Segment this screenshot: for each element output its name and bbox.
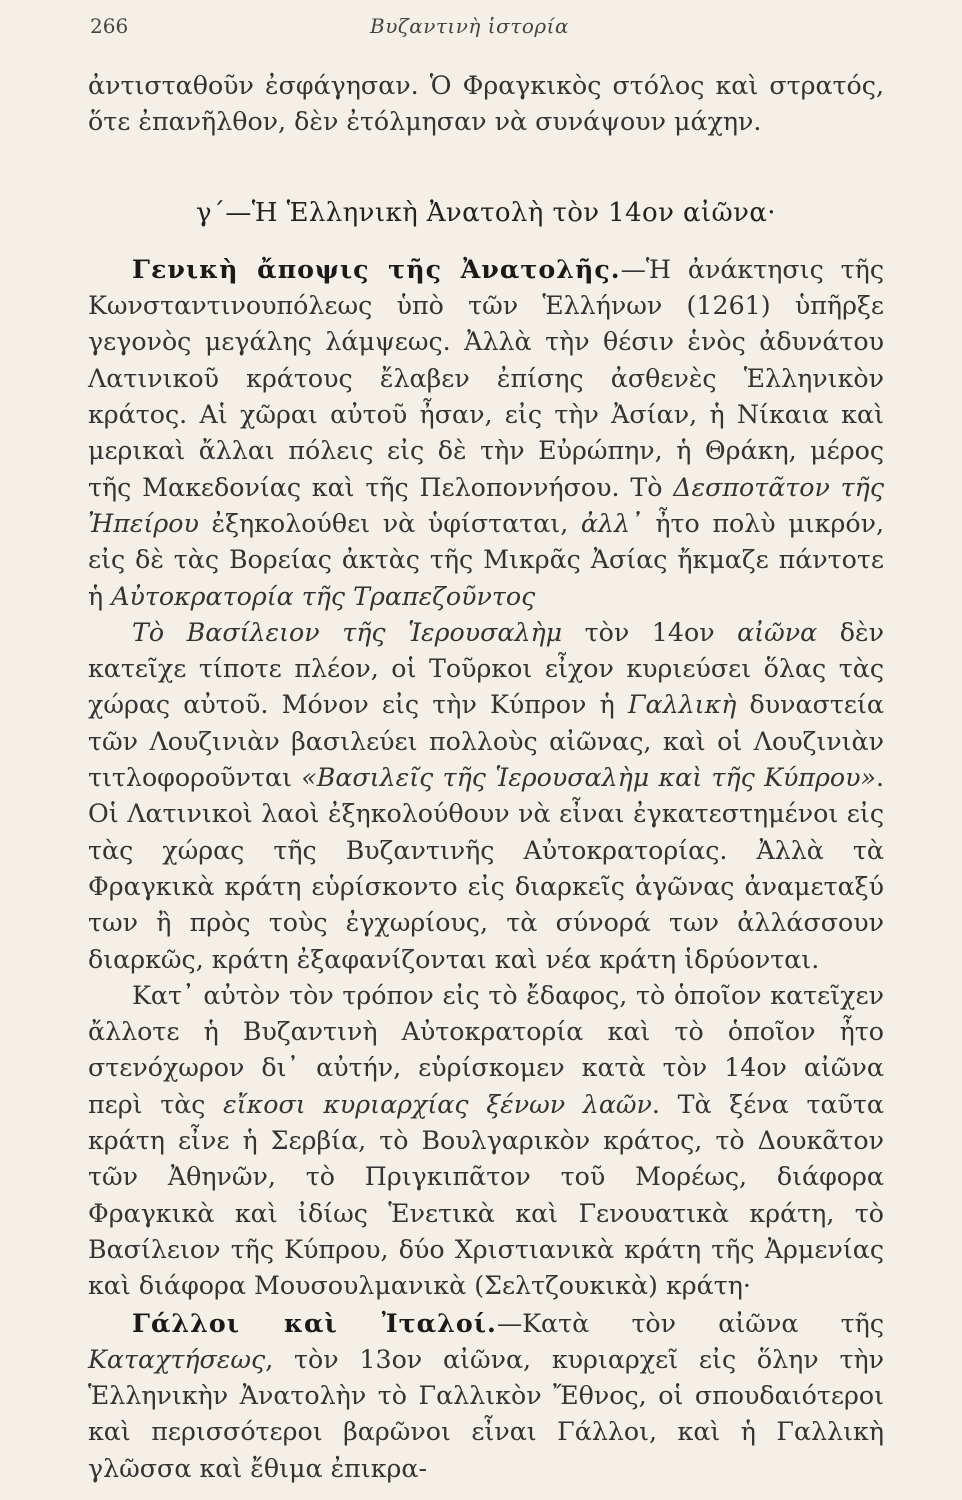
paragraph-general-view: Γενικὴ ἄποψις τῆς Ἀνατολῆς.—Ἡ ἀνάκτησις τῆς Κωνσταντινουπόλεως ὑπὸ τῶν Ἑλλήνων (1261) ὑπῆρξε γεγονὸς μεγάλης λάμψεως. Ἀλλὰ τὴν θέσιν ἑνὸς ἀδυνάτου Λατινικοῦ κράτους ἔλαβεν ἐπίσης ἀσθενὲς Ἑλληνικὸν κράτος. Αἱ χῶραι αὐτοῦ ἦσαν, εἰς τὴν Ἀσίαν, ἡ Νίκαια καὶ μερικαὶ ἄλλαι πόλεις εἰς δὲ τὴν Εὐρώπην, ἡ Θράκη, μέρος τῆς Μακεδονίας καὶ τῆς Πελοποννήσου. Τὸ Δεσποτᾶτον τῆς Ἠπείρου ἐξηκολούθει νὰ ὑφίσταται, ἀλλ᾽ ἦτο πολὺ μικρόν, εἰς δὲ τὰς Βορείας ἀκτὰς τῆς Μικρᾶς Ἀσίας ἤκμαζε πάντοτε ἡ Αὐτοκρατορία τῆς Τραπεζοῦντος [88,253,884,611]
section-heading: γ´—Ἡ Ἑλληνικὴ Ἀνατολὴ τὸν 14ον αἰῶνα· [196,197,776,228]
continuation-paragraph: ἀντισταθοῦν ἐσφάγησαν. Ὁ Φραγκικὸς στόλος καὶ στρατός, ὅτε ἐπανῆλθον, δὲν ἐτόλμησαν νὰ συνάψουν μάχην. [88,71,884,137]
page-number: 266 [90,14,129,38]
run-in-heading: Γάλλοι καὶ Ἰταλοί. [132,1307,497,1338]
paragraph-foreign-states: Κατ᾽ αὐτὸν τὸν τρόπον εἰς τὸ ἔδαφος, τὸ ὁποῖον κατεῖχεν ἄλλοτε ἡ Βυζαντινὴ Αὐτοκρατορία καὶ τὸ ὁποῖον ἦτο στενόχωρον δι᾽ αὐτήν, εὑρίσκομεν κατὰ τὸν 14ον αἰῶνα περὶ τὰς εἴκοσι κυριαρχίας ξένων λαῶν. Τὰ ξένα ταῦτα κράτη εἶνε ἡ Σερβία, τὸ Βουλγαρικὸν κράτος, τὸ Δουκᾶτον τῶν Ἀθηνῶν, τὸ Πριγκιπᾶτον τοῦ Μορέως, διάφορα Φραγκικὰ καὶ ἰδίως Ἑνετικὰ καὶ Γενουατικὰ κράτη, τὸ Βασίλειον τῆς Κύπρου, δύο Χριστιανικὰ κράτη τῆς Ἀρμενίας καὶ διάφορα Μουσουλμανικὰ (Σελτζουκικὰ) κράτη· [88,980,884,1301]
page-body [88,68,884,1487]
running-title: Βυζαντινὴ ἱστορία [370,14,569,38]
paragraph-jerusalem: Τὸ Βασίλειον τῆς Ἱερουσαλὴμ τὸν 14ον αἰῶνα δὲν κατεῖχε τίποτε πλέον, οἱ Τοῦρκοι εἶχον κυριεύσει ὅλας τὰς χώρας αὐτοῦ. Μόνον εἰς τὴν Κύπρον ἡ Γαλλικὴ δυναστεία τῶν Λουζινιὰν βασιλεύει πολλοὺς αἰῶνας, καὶ οἱ Λουζινιὰν τιτλοφοροῦνται «Βασιλεῖς τῆς Ἱερουσαλὴμ καὶ τῆς Κύπρου». Οἱ Λατινικοὶ λαοὶ ἐξηκολούθουν νὰ εἶναι ἐγκατεστημένοι εἰς τὰς χώρας τῆς Βυζαντινῆς Αὐτοκρατορίας. Ἀλλὰ τὰ Φραγκικὰ κράτη εὑρίσκοντο εἰς διαρκεῖς ἀγῶνας ἀναμεταξύ των ἢ πρὸς τοὺς ἐγχωρίους, τὰ σύνορά των ἀλλάσσουν διαρκῶς, κράτη ἐξαφανίζονται καὶ νέα κράτη ἱδρύονται. [88,617,884,974]
page-header [90,14,890,44]
run-in-heading: Γενικὴ ἄποψις τῆς Ἀνατολῆς. [132,253,621,284]
paragraph-franks-italians: Γάλλοι καὶ Ἰταλοί.—Κατὰ τὸν αἰῶνα τῆς Καταχτήσεως, τὸν 13ον αἰῶνα, κυριαρχεῖ εἰς ὅλην τὴν Ἑλληνικὴν Ἀνατολὴν τὸ Γαλλικὸν Ἔθνος, οἱ σπουδαιότεροι καὶ περισσότεροι βαρῶνοι εἶναι Γάλλοι, καὶ ἡ Γαλλικὴ γλῶσσα καὶ ἔθιμα ἐπικρα- [88,1307,884,1483]
